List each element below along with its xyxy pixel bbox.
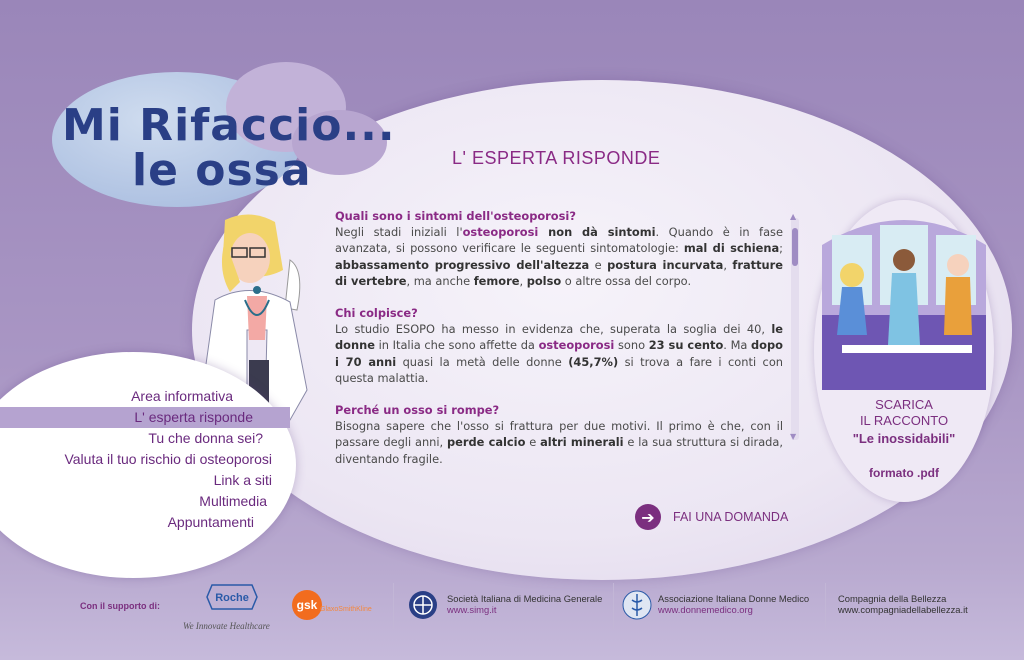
answer-paragraph: Lo studio ESOPO ha messo in evidenza che, superata la soglia dei 40, le donne in Italia che sono affette da osteoporosi sono 23 su cento. Ma dopo i 70 anni quasi la metà delle donne (45,7%) si trova a fare i conti con questa malattia. xyxy=(335,322,783,385)
roche-logo[interactable] xyxy=(206,584,258,610)
org-name-simg: Società Italiana di Medicina Generale xyxy=(447,593,603,604)
gsk-name: GlaxoSmithKline xyxy=(320,606,372,613)
nav-item-appuntamenti[interactable]: Appuntamenti xyxy=(167,514,254,530)
download-title-line1: SCARICA xyxy=(875,397,933,412)
download-story-name: "Le inossidabili" xyxy=(852,431,956,446)
org-name-compagnia: Compagnia della Bellezza xyxy=(838,593,947,604)
sponsor-label: Con il supporto di: xyxy=(80,601,160,611)
aidm-logo-icon[interactable] xyxy=(622,590,652,620)
gsk-logo[interactable] xyxy=(292,590,322,620)
download-format-label: formato .pdf xyxy=(869,466,939,480)
site-logo-line1[interactable]: Mi Rifaccio... xyxy=(62,100,396,151)
org-url-simg[interactable]: www.simg.it xyxy=(447,604,497,615)
story-illustration xyxy=(822,205,986,390)
scrollbar-thumb[interactable] xyxy=(792,228,798,266)
org-url-compagnia[interactable]: www.compagniadellabellezza.it xyxy=(838,604,968,615)
nav-item-area-informativa[interactable]: Area informativa xyxy=(131,388,233,404)
nav-item-valuta-rischio[interactable]: Valuta il tuo rischio di osteoporosi xyxy=(64,451,272,467)
site-logo-line2[interactable]: le ossa xyxy=(132,145,312,196)
article-text xyxy=(335,208,783,470)
nav-item-tu-che-donna-sei[interactable]: Tu che donna sei? xyxy=(148,430,263,446)
simg-logo-icon[interactable] xyxy=(408,590,438,620)
question-heading: Quali sono i sintomi dell'osteoporosi? xyxy=(335,209,576,223)
ask-question-button[interactable] xyxy=(635,504,788,530)
footer-divider xyxy=(393,583,394,629)
org-name-aidm: Associazione Italiana Donne Medico xyxy=(658,593,810,604)
answer-paragraph: Negli stadi iniziali l'osteoporosi non dà sintomi. Quando è in fase avanzata, si possono verificare le seguenti sintomatologie: mal di schiena; abbassamento progressivo dell'altezza e postura incurvata, fratture di vertebre, ma anche femore, polso o altre ossa del corpo. xyxy=(335,225,783,288)
arrow-right-icon: ➔ xyxy=(635,504,661,530)
org-url-aidm[interactable]: www.donnemedico.org xyxy=(658,604,753,615)
nav-item-link-a-siti[interactable]: Link a siti xyxy=(213,472,272,488)
gsk-logo-mark: gsk xyxy=(292,590,322,620)
roche-logo-text: Roche xyxy=(215,592,249,604)
nav-item-esperta-risponde[interactable]: L' esperta risponde xyxy=(0,407,290,428)
question-heading: Perché un osso si rompe? xyxy=(335,403,500,418)
footer-divider xyxy=(825,583,826,629)
question-heading: Chi colpisce? xyxy=(335,306,418,321)
nav-item-multimedia[interactable]: Multimedia xyxy=(199,493,267,509)
ask-question-label: FAI UNA DOMANDA xyxy=(673,510,789,524)
page-title: L' ESPERTA RISPONDE xyxy=(452,148,661,168)
main-navigation xyxy=(0,386,290,533)
footer-divider xyxy=(613,583,614,629)
scroll-up-icon[interactable]: ▲ xyxy=(790,212,797,221)
answer-paragraph: Bisogna sapere che l'osso si frattura per due motivi. Il primo è che, con il passare degli anni, perde calcio e altri minerali e la sua struttura si dirada, diventando fragile. xyxy=(335,419,783,466)
scroll-down-icon[interactable]: ▼ xyxy=(790,432,797,441)
download-title-line2: IL RACCONTO xyxy=(859,413,949,428)
roche-tagline: We Innovate Healthcare xyxy=(183,621,270,631)
